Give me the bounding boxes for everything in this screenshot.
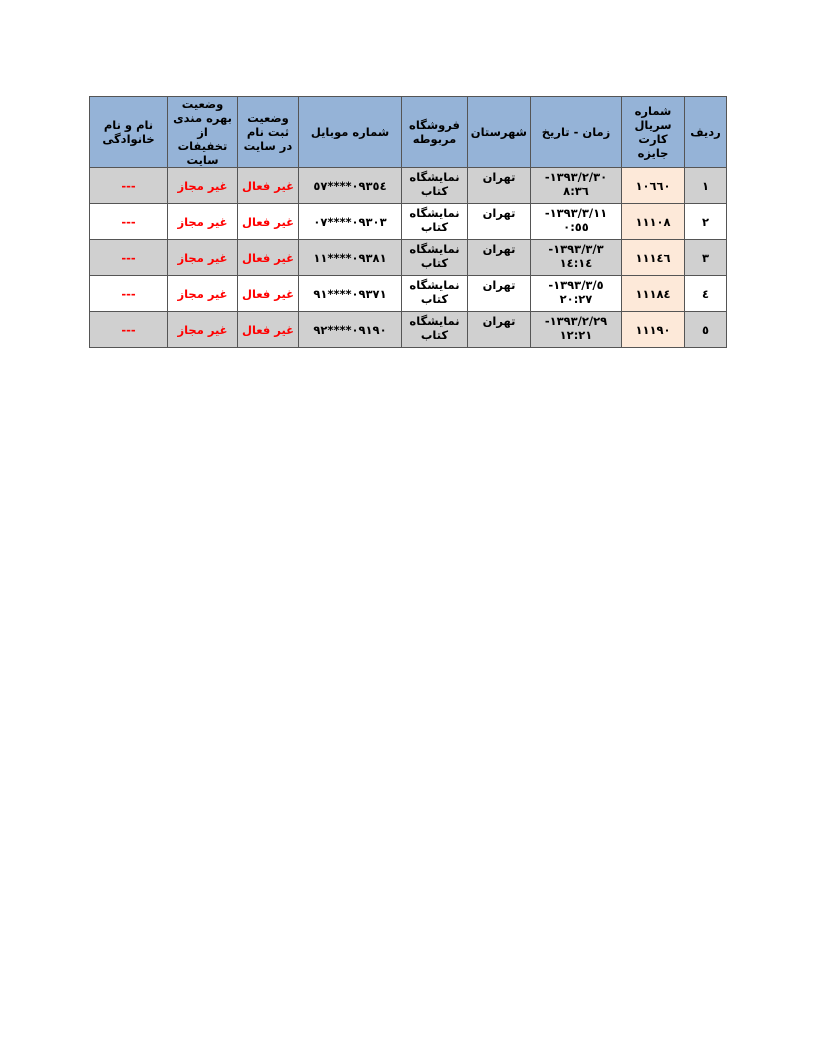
table-row (90, 312, 727, 348)
cell-store: نمایشگاه کتاب (402, 240, 468, 276)
cell-registration-status: غیر فعال (238, 204, 299, 240)
cell-store: نمایشگاه کتاب (402, 204, 468, 240)
cell-datetime: ١٣٩٣/٢/٣٠- ٨:٣٦ (531, 168, 622, 204)
header-city: شهرستان (468, 97, 531, 168)
cell-row-number: ٤ (685, 276, 727, 312)
cell-benefit-status: غیر مجاز (168, 312, 238, 348)
cell-registration-status: غیر فعال (238, 312, 299, 348)
cell-benefit-status: غیر مجاز (168, 168, 238, 204)
cell-store: نمایشگاه کتاب (402, 168, 468, 204)
cell-registration-status: غیر فعال (238, 276, 299, 312)
cell-row-number: ٣ (685, 240, 727, 276)
cell-name: --- (90, 168, 168, 204)
cell-name: --- (90, 204, 168, 240)
header-store: فروشگاه مربوطه (402, 97, 468, 168)
cell-serial: ١١١٤٦ (622, 240, 685, 276)
cell-datetime: ١٣٩٣/٢/٢٩- ١٢:٢١ (531, 312, 622, 348)
cell-city: تهران (468, 276, 531, 312)
cell-store: نمایشگاه کتاب (402, 276, 468, 312)
cell-registration-status: غیر فعال (238, 240, 299, 276)
header-datetime: زمان - تاریخ (531, 97, 622, 168)
cell-benefit-status: غیر مجاز (168, 240, 238, 276)
cell-serial: ١١١٨٤ (622, 276, 685, 312)
header-serial: شماره سریال کارت جایزه (622, 97, 685, 168)
table-row (90, 168, 727, 204)
cell-datetime: ١٣٩٣/٣/٣- ١٤:١٤ (531, 240, 622, 276)
header-registration: وضعیت ثبت نام در سایت (238, 97, 299, 168)
cell-mobile: ٠٩٣٨١****١١ (299, 240, 402, 276)
table-row (90, 204, 727, 240)
cell-mobile: ٠٩١٩٠****٩٢ (299, 312, 402, 348)
prize-cards-table (89, 96, 727, 348)
cell-city: تهران (468, 168, 531, 204)
header-name: نام و نام خانوادگی (90, 97, 168, 168)
header-row-number: ردیف (685, 97, 727, 168)
header-benefit: وضعیت بهره مندی از تخفیفات سایت (168, 97, 238, 168)
cell-city: تهران (468, 240, 531, 276)
cell-name: --- (90, 240, 168, 276)
cell-row-number: ٥ (685, 312, 727, 348)
cell-mobile: ٠٩٣٠٣****٠٧ (299, 204, 402, 240)
cell-serial: ١٠٦٦٠ (622, 168, 685, 204)
cell-datetime: ١٣٩٣/٣/١١- ٠:٥٥ (531, 204, 622, 240)
cell-name: --- (90, 312, 168, 348)
cell-serial: ١١١٠٨ (622, 204, 685, 240)
cell-row-number: ٢ (685, 204, 727, 240)
cell-benefit-status: غیر مجاز (168, 276, 238, 312)
table-row (90, 276, 727, 312)
cell-city: تهران (468, 312, 531, 348)
cell-registration-status: غیر فعال (238, 168, 299, 204)
cell-city: تهران (468, 204, 531, 240)
cell-mobile: ٠٩٣٥٤****٥٧ (299, 168, 402, 204)
cell-serial: ١١١٩٠ (622, 312, 685, 348)
table-header-row (90, 97, 727, 168)
table-row (90, 240, 727, 276)
cell-mobile: ٠٩٣٧١****٩١ (299, 276, 402, 312)
cell-store: نمایشگاه کتاب (402, 312, 468, 348)
cell-benefit-status: غیر مجاز (168, 204, 238, 240)
cell-name: --- (90, 276, 168, 312)
cell-datetime: ١٣٩٣/٣/٥- ٢٠:٢٧ (531, 276, 622, 312)
header-mobile: شماره موبایل (299, 97, 402, 168)
cell-row-number: ١ (685, 168, 727, 204)
